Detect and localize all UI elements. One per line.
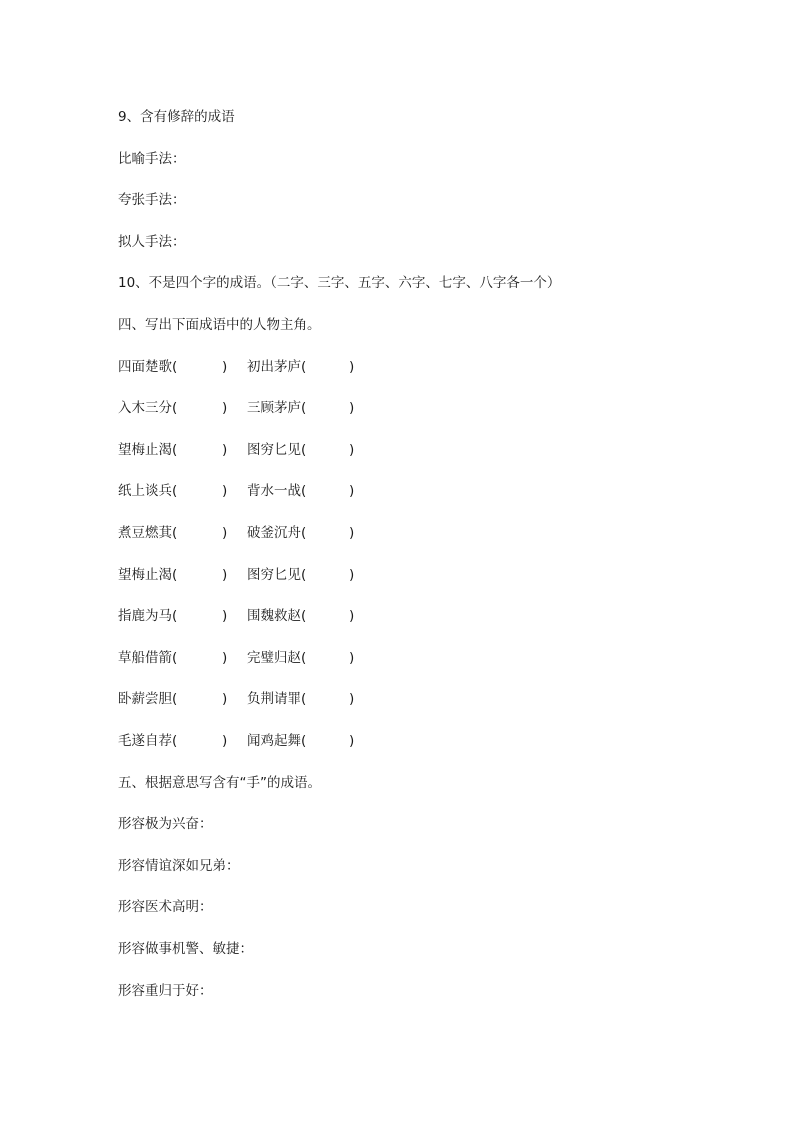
idiom-left: 卧薪尝胆( [118,691,178,707]
idiom-right-close: ) [349,650,355,666]
idiom-right-close: ) [349,400,355,416]
idiom-left-close: ) [222,483,228,499]
idiom-left: 望梅止渴( [118,567,178,583]
idiom-right-close: ) [349,608,355,624]
metaphor-item: 比喻手法： [118,151,186,167]
idiom-row [0,649,794,667]
hand-idiom-prompt: 形容做事机警、敏捷： [118,941,253,957]
idiom-right: 完璧归赵( [247,650,307,666]
hand-idiom-prompt: 形容极为兴奋： [118,816,213,832]
idiom-left: 纸上谈兵( [118,483,178,499]
idiom-left-close: ) [222,650,228,666]
idiom-row [0,690,794,708]
idiom-row [0,607,794,625]
idiom-right: 背水一战( [247,483,307,499]
idiom-row [0,524,794,542]
hand-idiom-prompt: 形容医术高明： [118,899,213,915]
part-five-heading: 五、根据意思写含有“手”的成语。 [118,775,321,791]
idiom-left-close: ) [222,567,228,583]
hand-idiom-prompt: 形容情谊深如兄弟： [118,858,240,874]
idiom-right: 负荆请罪( [247,691,307,707]
hyperbole-item: 夸张手法： [118,192,186,208]
idiom-left: 入木三分( [118,400,178,416]
idiom-right: 图穷匕见( [247,442,307,458]
idiom-left-close: ) [222,359,228,375]
idiom-right: 闻鸡起舞( [247,733,307,749]
idiom-left: 煮豆燃萁( [118,525,178,541]
idiom-left-close: ) [222,400,228,416]
idiom-right-close: ) [349,733,355,749]
idiom-right-close: ) [349,567,355,583]
idiom-left-close: ) [222,525,228,541]
part-four-heading: 四、写出下面成语中的人物主角。 [118,317,321,333]
idiom-row [0,566,794,584]
idiom-right-close: ) [349,359,355,375]
idiom-row [0,482,794,500]
idiom-right: 破釜沉舟( [247,525,307,541]
idiom-right-close: ) [349,525,355,541]
section-ten-heading: 10、不是四个字的成语。（二字、三字、五字、六字、七字、八字各一个） [118,275,561,291]
hand-idiom-prompt: 形容重归于好： [118,983,213,999]
section-nine-heading: 9、含有修辞的成语 [118,109,235,125]
idiom-row [0,358,794,376]
idiom-left-close: ) [222,691,228,707]
idiom-right-close: ) [349,691,355,707]
idiom-right: 图穷匕见( [247,567,307,583]
idiom-left: 毛遂自荐( [118,733,178,749]
idiom-left-close: ) [222,442,228,458]
idiom-left: 指鹿为马( [118,608,178,624]
idiom-row [0,441,794,459]
personification-item: 拟人手法： [118,234,186,250]
idiom-right: 初出茅庐( [247,359,307,375]
idiom-right: 三顾茅庐( [247,400,307,416]
idiom-right-close: ) [349,442,355,458]
idiom-left: 望梅止渴( [118,442,178,458]
idiom-row [0,399,794,417]
idiom-right-close: ) [349,483,355,499]
idiom-left: 草船借箭( [118,650,178,666]
idiom-row [0,732,794,750]
idiom-right: 围魏救赵( [247,608,307,624]
idiom-left-close: ) [222,608,228,624]
idiom-left: 四面楚歌( [118,359,178,375]
idiom-left-close: ) [222,733,228,749]
